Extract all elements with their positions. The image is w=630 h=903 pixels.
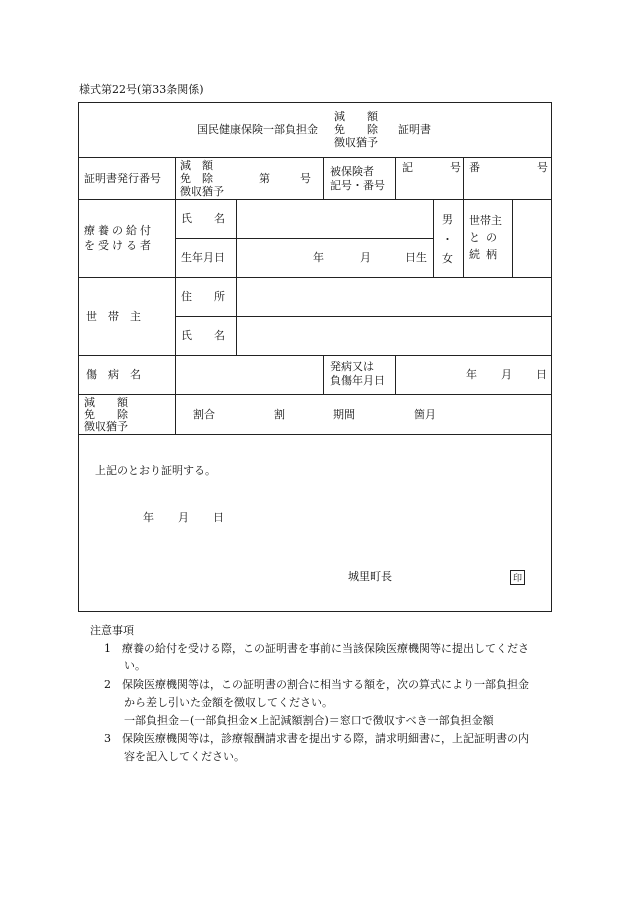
certify-day-label: 日 <box>213 511 224 524</box>
title-right: 証明書 <box>398 123 431 136</box>
title-stack-1: 減 額 <box>334 110 378 123</box>
relationship-label-3: 続柄 <box>469 248 503 261</box>
recipient-label-1: 療養の給付 <box>84 224 154 237</box>
go-label: 号 <box>300 172 311 185</box>
relationship-label-2: との <box>469 231 503 244</box>
reduction-row-stack-2: 免 除 <box>84 408 128 421</box>
title-stack-3: 徴収猶予 <box>334 136 378 149</box>
formula-text: 一部負担金－(一部負担金×上記減額割合)＝窓口で徴収すべき一部負担金額 <box>124 714 494 727</box>
certify-text: 上記のとおり証明する。 <box>95 464 216 477</box>
notes-heading: 注意事項 <box>90 624 134 637</box>
reduction-row-stack-1: 減 額 <box>84 396 128 409</box>
onset-year-label: 年 <box>466 368 477 381</box>
birth-month-label: 月 <box>360 251 371 264</box>
note-1: 1 療養の給付を受ける際，この証明書を事前に当該保険医療機関等に提出してくださ <box>104 642 529 655</box>
insured-label-1: 被保険者 <box>330 165 374 178</box>
kigo-go-label: 号 <box>450 161 461 174</box>
kigo-label: 記 <box>402 161 413 174</box>
issue-number-label: 証明書発行番号 <box>84 172 161 185</box>
note-2-cont: から差し引いた金額を徴収してください。 <box>124 696 333 709</box>
kagetsu-label: 箇月 <box>414 408 436 421</box>
note-3-cont: 容を記入してください。 <box>124 750 245 763</box>
ratio-label: 割合 <box>193 408 215 421</box>
birth-year-label: 年 <box>313 251 324 264</box>
onset-day-label: 日 <box>536 368 547 381</box>
period-label: 期間 <box>333 408 355 421</box>
householder-name-label: 氏 名 <box>181 329 225 342</box>
note-2: 2 保険医療機関等は，この証明書の割合に相当する額を，次の算式により一部負担金 <box>104 678 529 691</box>
onset-label-2: 負傷年月日 <box>330 374 385 387</box>
title-stack-2: 免 除 <box>334 123 378 136</box>
householder-label: 世 帯 主 <box>86 310 141 323</box>
relationship-label-1: 世帯主 <box>469 214 502 227</box>
recipient-birth-label: 生年月日 <box>181 251 225 264</box>
form-label: 様式第22号(第33条関係) <box>79 83 204 96</box>
certify-year-label: 年 <box>143 511 154 524</box>
reduction-stack-2: 免 除 <box>180 172 213 185</box>
disease-label: 傷 病 名 <box>86 368 141 381</box>
gender-male: 男 <box>442 213 453 226</box>
note-1-cont: い。 <box>124 659 146 672</box>
onset-month-label: 月 <box>501 368 512 381</box>
mayor-title: 城里町長 <box>348 570 392 583</box>
dai-label: 第 <box>259 172 270 185</box>
insured-label-2: 記号・番号 <box>330 179 385 192</box>
recipient-name-label: 氏 名 <box>181 212 225 225</box>
certify-month-label: 月 <box>178 511 189 524</box>
reduction-stack-3: 徴収猶予 <box>180 185 224 198</box>
householder-address-label: 住 所 <box>181 290 225 303</box>
note-3: 3 保険医療機関等は，診療報酬請求書を提出する際，請求明細書に，上記証明書の内 <box>104 732 529 745</box>
title-left: 国民健康保険一部負担金 <box>197 123 318 136</box>
reduction-row-stack-3: 徴収猶予 <box>84 420 128 433</box>
recipient-label-2: を受ける者 <box>84 239 154 252</box>
bango-go-label: 号 <box>537 161 548 174</box>
seal-mark: 印 <box>510 570 525 585</box>
gender-female: 女 <box>442 252 453 265</box>
reduction-stack-1: 減 額 <box>180 159 213 172</box>
gender-dot: ・ <box>442 233 453 246</box>
onset-label-1: 発病又は <box>330 360 374 373</box>
birth-day-label: 日生 <box>405 251 427 264</box>
bango-label: 番 <box>469 161 480 174</box>
wari-label: 割 <box>274 408 285 421</box>
